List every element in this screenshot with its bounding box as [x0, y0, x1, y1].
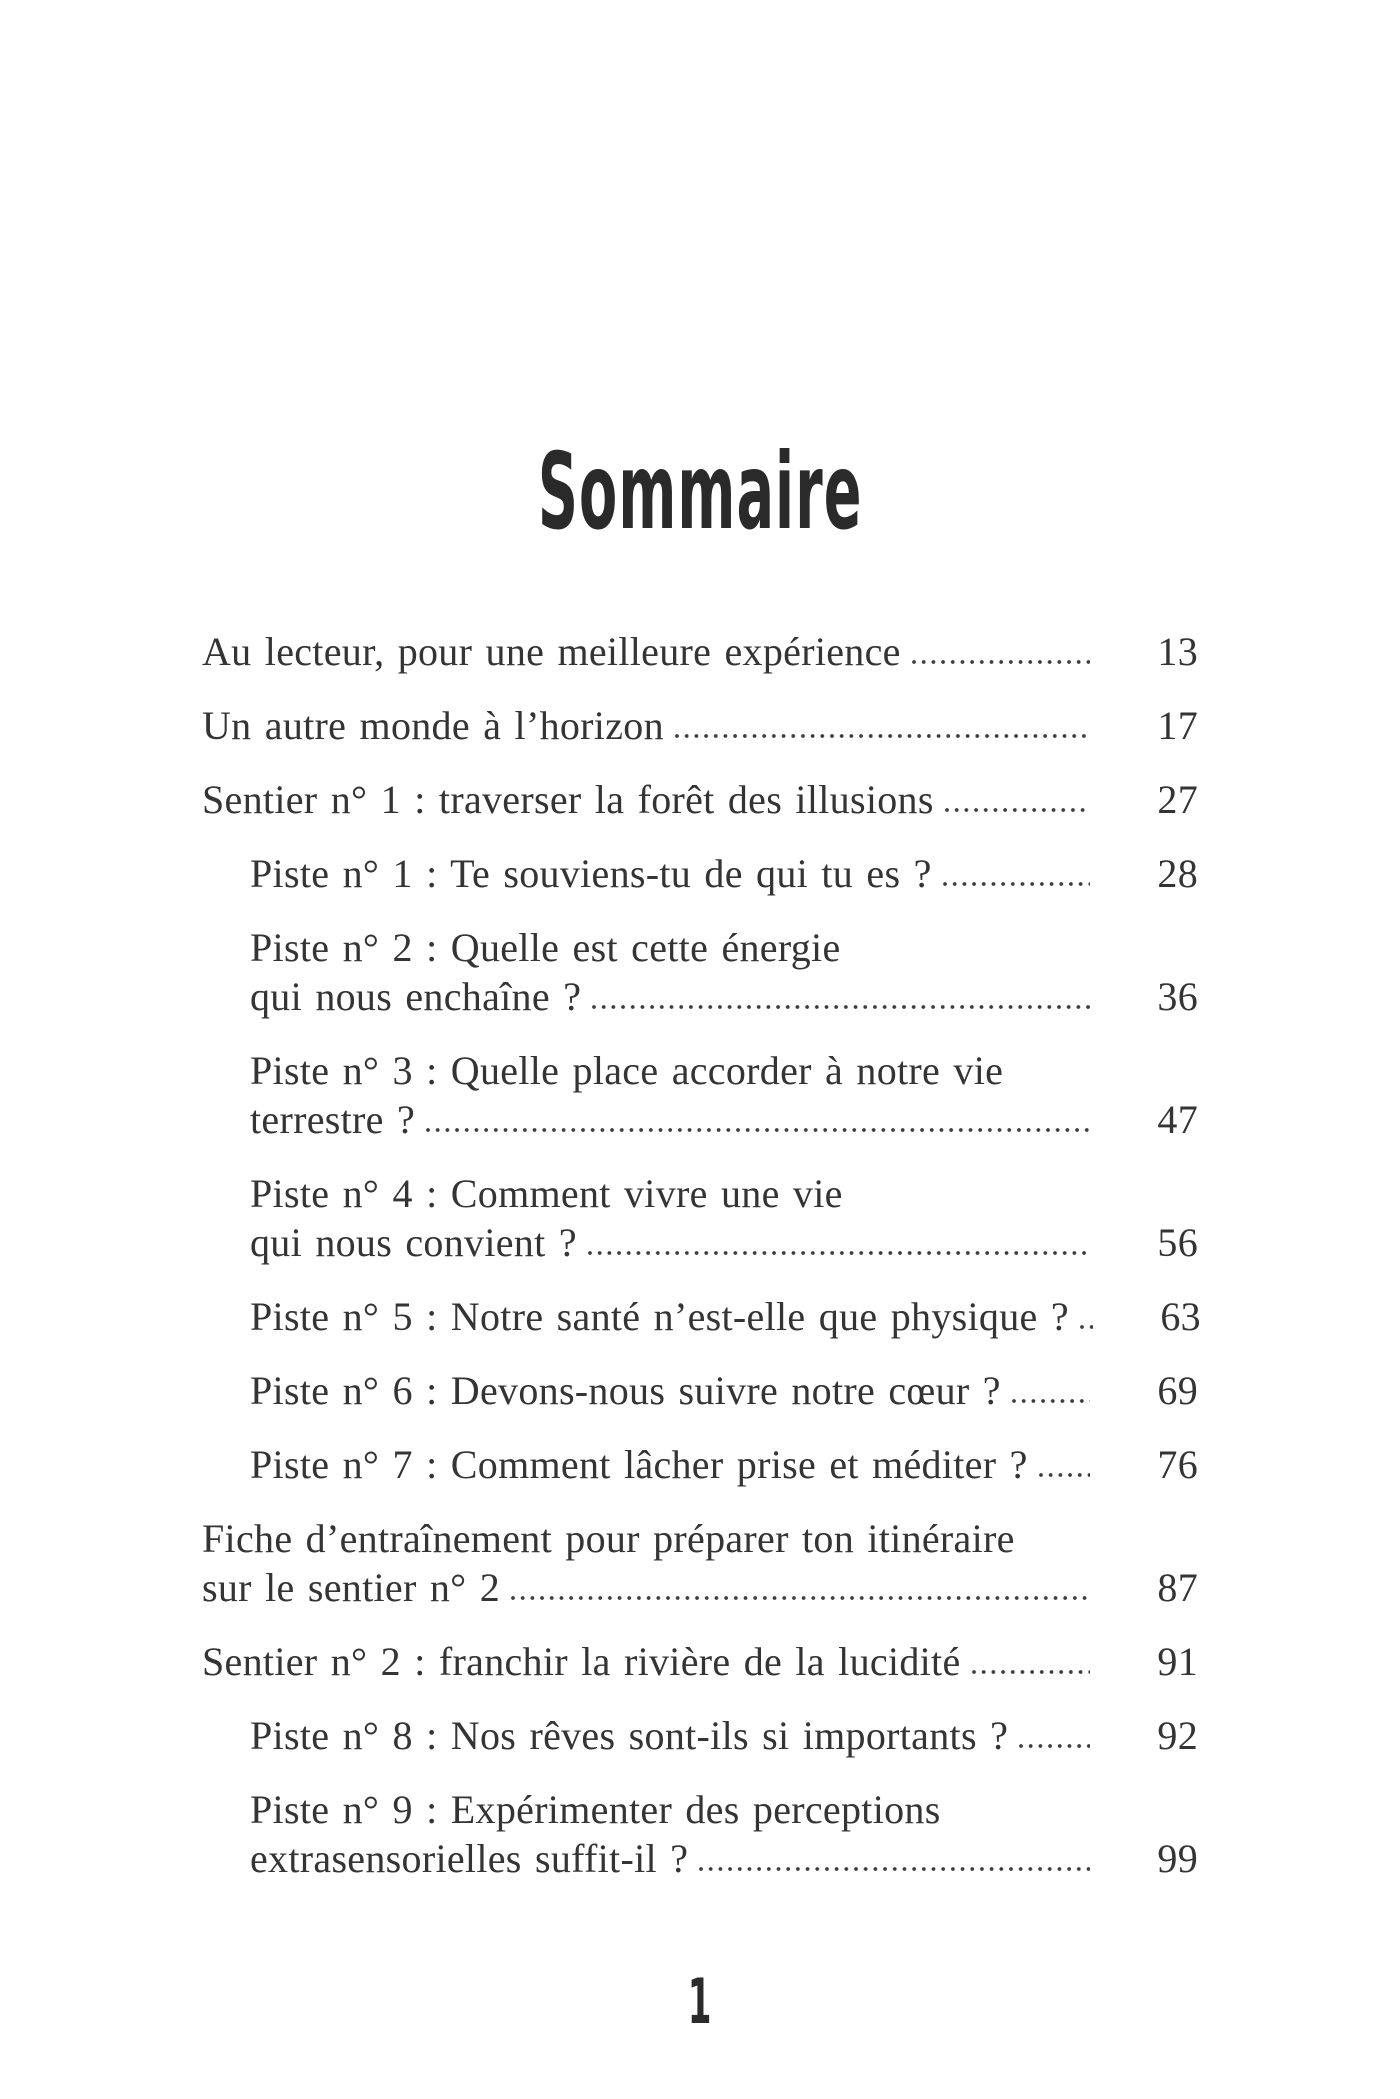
toc-line — [202, 1563, 1198, 1612]
toc-entry-label: Piste n° 8 : Nos rêves sont-ils si importants ? — [250, 1713, 1009, 1758]
toc-entry — [202, 1046, 1198, 1144]
toc-line — [250, 1834, 1198, 1883]
toc-entry — [202, 1169, 1198, 1267]
toc-entry-page-number: 69 — [1157, 1368, 1198, 1413]
toc-entry-page-number: 99 — [1157, 1836, 1198, 1881]
toc-entry-page-number: 36 — [1157, 974, 1198, 1019]
toc-line — [250, 1440, 1198, 1489]
toc-entry-page-number: 28 — [1157, 851, 1198, 896]
toc-entry — [202, 701, 1198, 750]
toc-list — [202, 627, 1201, 1883]
dot-leader — [674, 733, 1090, 739]
toc-entry-label: Piste n° 4 : Comment vivre une vie — [250, 1171, 843, 1216]
toc-entry-label: terrestre ? — [250, 1097, 416, 1142]
toc-line — [250, 1095, 1198, 1144]
toc-entry-label: extrasensorielles suffit-il ? — [250, 1836, 689, 1881]
toc-entry-label: qui nous convient ? — [250, 1220, 577, 1265]
toc-entry-page-number: 91 — [1157, 1639, 1198, 1684]
dot-leader — [698, 1866, 1090, 1872]
dot-leader — [510, 1595, 1090, 1601]
toc-entry-page-number: 47 — [1157, 1097, 1198, 1142]
toc-line — [202, 627, 1198, 676]
toc-line — [250, 923, 1198, 972]
toc-entry — [202, 775, 1198, 824]
toc-entry-label: Piste n° 6 : Devons-nous suivre notre cœur ? — [250, 1368, 1001, 1413]
toc-entry — [202, 1366, 1198, 1415]
dot-leader — [1079, 1324, 1093, 1330]
toc-entry-page-number: 87 — [1157, 1565, 1198, 1610]
toc-entry-label: Piste n° 5 : Notre santé n’est-elle que physique ? — [250, 1294, 1069, 1339]
toc-entry-label: Piste n° 7 : Comment lâcher prise et méditer ? — [250, 1442, 1028, 1487]
toc-entry-page-number: 56 — [1157, 1220, 1198, 1265]
toc-entry-label: Un autre monde à l’horizon — [202, 703, 664, 748]
toc-line — [250, 1046, 1198, 1095]
toc-line — [250, 1785, 1198, 1834]
toc-line — [202, 701, 1198, 750]
toc-entry-page-number: 17 — [1157, 703, 1198, 748]
dot-leader — [944, 807, 1090, 813]
folio-container — [0, 1965, 1400, 2038]
toc-line — [202, 1637, 1198, 1686]
toc-entry-label: Fiche d’entraînement pour préparer ton itinéraire — [202, 1516, 1015, 1561]
toc-entry — [202, 1637, 1198, 1686]
toc-entry — [202, 1514, 1198, 1612]
toc-entry-label: Sentier n° 1 : traverser la forêt des illusions — [202, 777, 934, 822]
dot-leader — [911, 659, 1090, 665]
toc-line — [250, 1711, 1198, 1760]
toc-line — [250, 1292, 1201, 1341]
toc-entry-label: sur le sentier n° 2 — [202, 1565, 501, 1610]
toc-entry-page-number: 63 — [1160, 1294, 1201, 1339]
toc-entry-page-number: 13 — [1157, 629, 1198, 674]
toc-line — [250, 1169, 1198, 1218]
toc-entry — [202, 1292, 1201, 1341]
toc-entry — [202, 849, 1198, 898]
title-container — [0, 0, 1400, 553]
page-number: 1 — [688, 1965, 712, 2038]
toc-entry-page-number: 27 — [1157, 777, 1198, 822]
toc-entry — [202, 627, 1198, 676]
toc-entry-label: Au lecteur, pour une meilleure expérience — [202, 629, 901, 674]
toc-entry-label: Sentier n° 2 : franchir la rivière de la lucidité — [202, 1639, 961, 1684]
dot-leader — [1038, 1472, 1090, 1478]
toc-line — [202, 1514, 1198, 1563]
dot-leader — [591, 1004, 1090, 1010]
dot-leader — [1018, 1743, 1090, 1749]
toc-line — [202, 775, 1198, 824]
toc-line — [250, 1366, 1198, 1415]
dot-leader — [942, 881, 1090, 887]
dot-leader — [1011, 1398, 1090, 1404]
toc-entry-label: Piste n° 1 : Te souviens-tu de qui tu es ? — [250, 851, 932, 896]
toc-entry-label: Piste n° 9 : Expérimenter des perceptions — [250, 1787, 941, 1832]
toc-line — [250, 1218, 1198, 1267]
dot-leader — [971, 1669, 1090, 1675]
toc-entry-page-number: 76 — [1157, 1442, 1198, 1487]
toc-entry — [202, 923, 1198, 1021]
dot-leader — [425, 1127, 1090, 1133]
toc-line — [250, 972, 1198, 1021]
page-title: Sommaire — [537, 431, 863, 553]
toc-entry-page-number: 92 — [1157, 1713, 1198, 1758]
toc-entry — [202, 1440, 1198, 1489]
toc-entry-label: qui nous enchaîne ? — [250, 974, 582, 1019]
toc-entry — [202, 1785, 1198, 1883]
toc-entry-label: Piste n° 2 : Quelle est cette énergie — [250, 925, 841, 970]
toc-line — [250, 849, 1198, 898]
toc-entry-label: Piste n° 3 : Quelle place accorder à notre vie — [250, 1048, 1004, 1093]
toc-entry — [202, 1711, 1198, 1760]
dot-leader — [587, 1250, 1090, 1256]
